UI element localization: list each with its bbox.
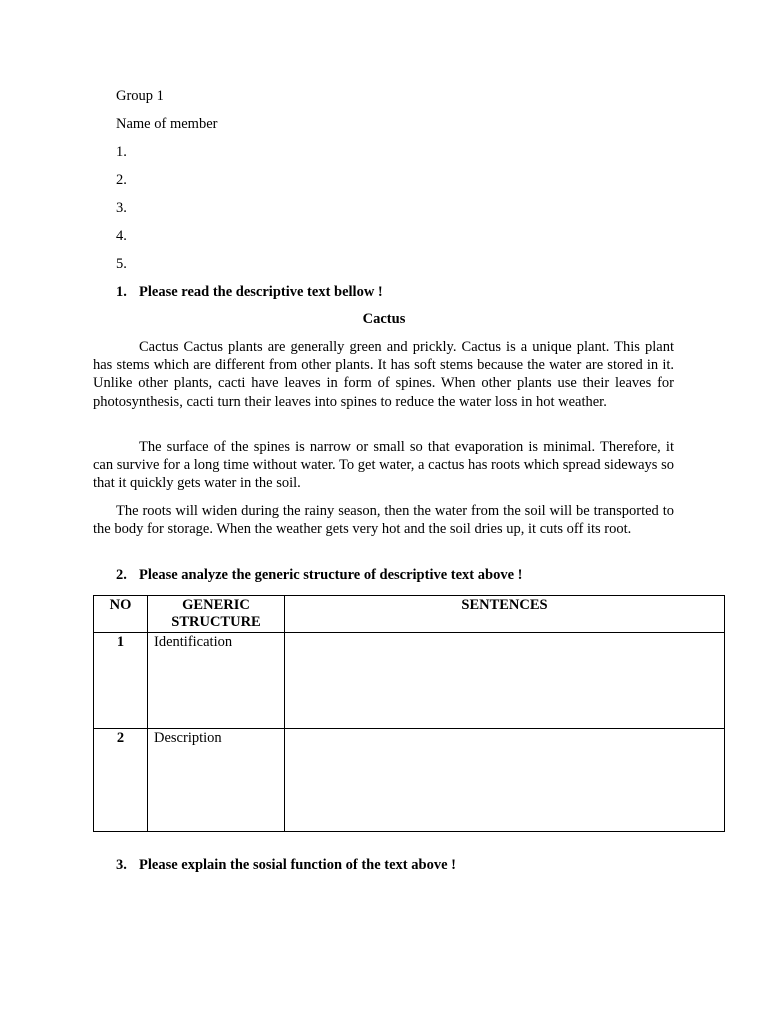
members-label: Name of member	[116, 116, 218, 132]
table-row	[94, 729, 725, 832]
table-header-row	[94, 596, 725, 633]
header-no: NO	[94, 596, 148, 633]
member-4: 4.	[116, 228, 127, 244]
member-2: 2.	[116, 172, 127, 188]
member-1: 1.	[116, 144, 127, 160]
question-text: Please analyze the generic structure of descriptive text above !	[139, 567, 523, 583]
generic-structure-table	[93, 595, 725, 832]
header-sentences: SENTENCES	[285, 596, 725, 633]
question-1	[116, 284, 383, 301]
table-row	[94, 633, 725, 729]
text-title: Cactus	[362, 311, 406, 327]
row-structure: Identification	[148, 633, 285, 729]
question-3	[116, 857, 456, 874]
member-5: 5.	[116, 256, 127, 272]
question-2	[116, 567, 522, 584]
member-3: 3.	[116, 200, 127, 216]
paragraph-2: The surface of the spines is narrow or small so that evaporation is minimal. Therefore, it can survive for a long time without water. To get water, a cactus has roots which spread sideways so that it quickly gets water in the soil.	[93, 439, 674, 492]
question-number: 2.	[116, 567, 127, 583]
row-number: 1	[94, 633, 148, 729]
header-generic-structure: GENERIC STRUCTURE	[148, 596, 285, 633]
question-text: Please explain the sosial function of the text above !	[139, 857, 456, 873]
row-structure: Description	[148, 729, 285, 832]
row-sentences[interactable]	[285, 729, 725, 832]
row-number: 2	[94, 729, 148, 832]
row-sentences[interactable]	[285, 633, 725, 729]
group-label: Group 1	[116, 88, 164, 104]
question-number: 1.	[116, 284, 127, 300]
question-number: 3.	[116, 857, 127, 873]
paragraph-1: Cactus Cactus plants are generally green and prickly. Cactus is a unique plant. This plant has stems which are different from other plants. It has soft stems because the water are stored in it. Unlike other plants, cacti have leaves in form of spines. When other plants use their leaves for photosynthesis, cacti turn their leaves into spines to reduce the water loss in hot weather.	[93, 339, 674, 410]
paragraph-3: The roots will widen during the rainy season, then the water from the soil will be transported to the body for storage. When the weather gets very hot and the soil dries up, it cuts off its root.	[93, 503, 674, 538]
question-text: Please read the descriptive text bellow !	[139, 284, 383, 300]
